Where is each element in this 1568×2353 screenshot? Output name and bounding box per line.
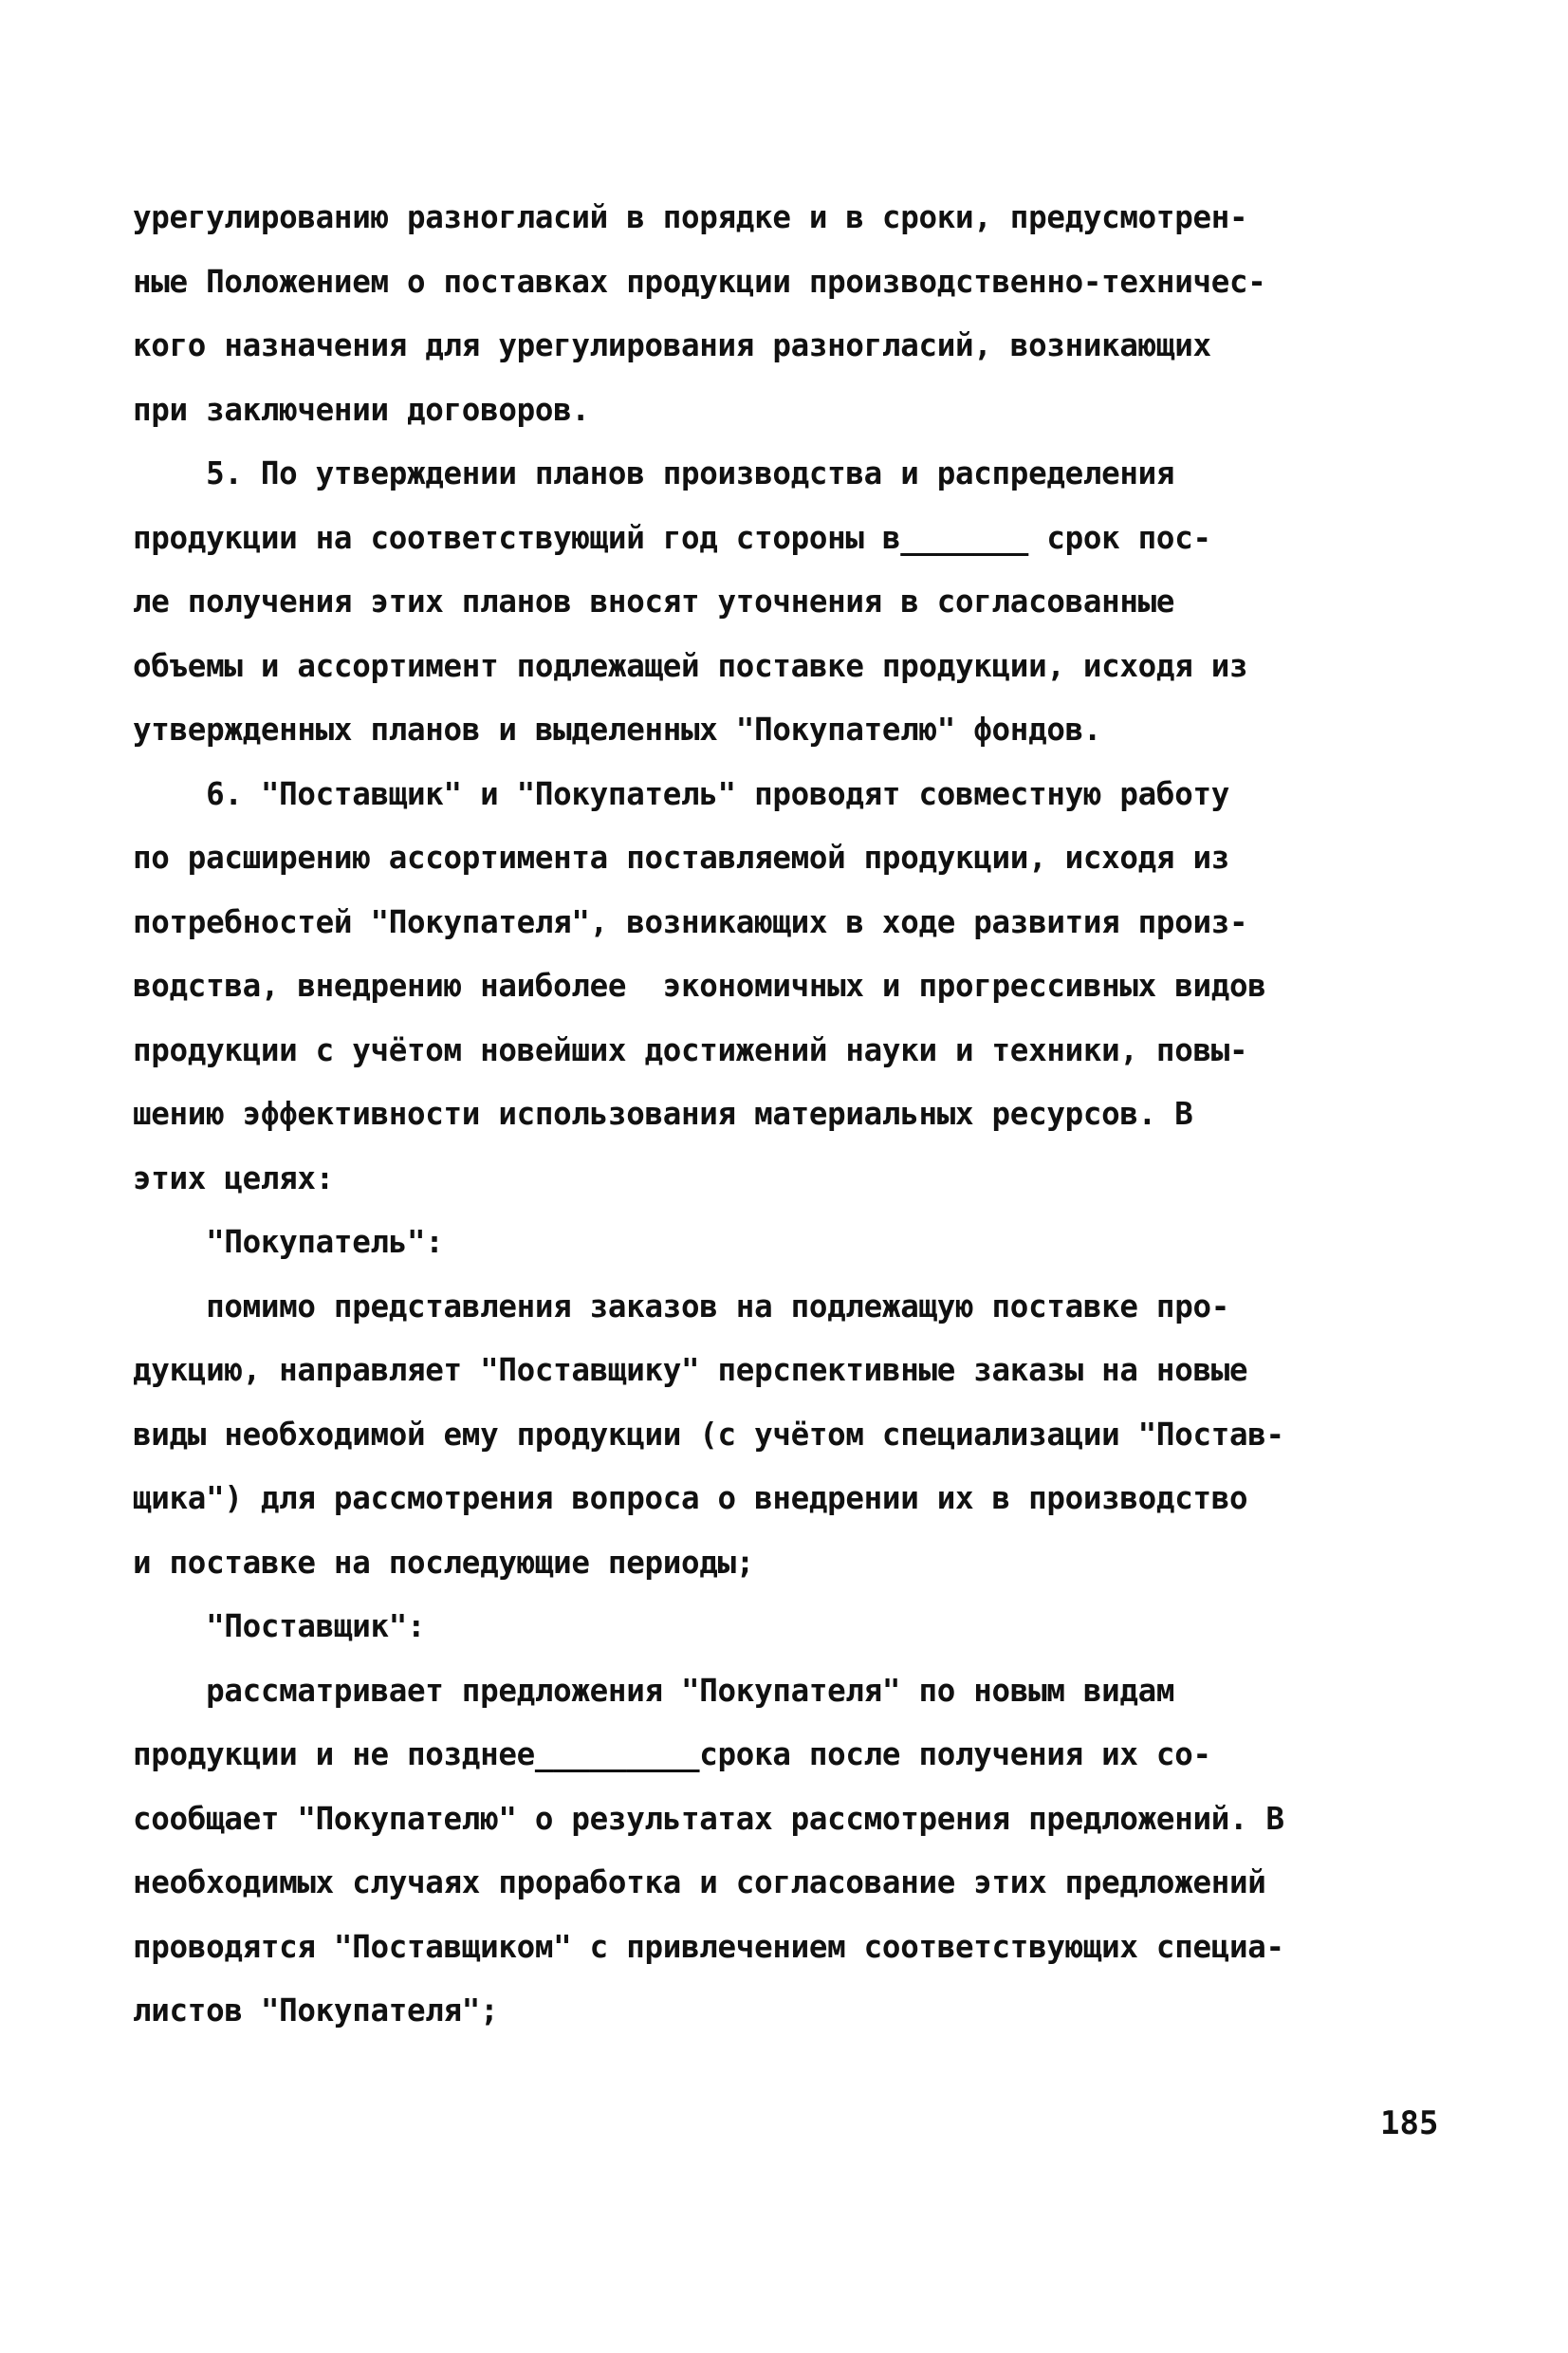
- text-line: урегулированию разногласий в порядке и в сроки, предусмотрен-: [133, 199, 1248, 235]
- text-line: виды необходимой ему продукции (с учётом специализации "Постав-: [133, 1416, 1284, 1453]
- text-line: этих целях:: [133, 1159, 334, 1196]
- text-line: помимо представления заказов на подлежащую поставке про-: [133, 1288, 1229, 1325]
- text-line: кого назначения для урегулирования разногласий, возникающих: [133, 327, 1211, 363]
- text-line: потребностей "Покупателя", возникающих в ходе развития произ-: [133, 903, 1248, 940]
- page-number: 185: [1380, 2104, 1439, 2142]
- document-body: [133, 186, 1385, 2044]
- text-line: ле получения этих планов вносят уточнения в согласованные: [133, 584, 1175, 620]
- text-line: продукции с учётом новейших достижений науки и техники, повы-: [133, 1031, 1248, 1068]
- text-line: щика") для рассмотрения вопроса о внедрении их в производство: [133, 1480, 1248, 1516]
- text-line: ные Положением о поставках продукции производственно-техничес-: [133, 263, 1266, 300]
- text-line: водства, внедрению наиболее экономичных и прогрессивных видов: [133, 968, 1266, 1004]
- text-line: и поставке на последующие периоды;: [133, 1544, 755, 1581]
- text-line: необходимых случаях проработка и согласование этих предложений: [133, 1864, 1266, 1900]
- text-line: продукции на соответствующий год стороны в_______ срок пос-: [133, 519, 1211, 556]
- text-line: сообщает "Покупателю" о результатах рассмотрения предложений. В: [133, 1800, 1284, 1837]
- text-line: утвержденных планов и выделенных "Покупателю" фондов.: [133, 712, 1102, 748]
- text-line: рассматривает предложения "Покупателя" по новым видам: [133, 1672, 1175, 1709]
- text-line: проводятся "Поставщиком" с привлечением соответствующих специа-: [133, 1928, 1284, 1965]
- text-line: при заключении договоров.: [133, 391, 590, 428]
- text-line: продукции и не позднее_________срока после получения их со-: [133, 1736, 1211, 1772]
- supplier-heading: "Поставщик":: [133, 1608, 426, 1644]
- paragraph-5-start: 5. По утверждении планов производства и распределения: [133, 455, 1175, 491]
- text-line: дукцию, направляет "Поставщику" перспективные заказы на новые: [133, 1352, 1248, 1388]
- text-line: по расширению ассортимента поставляемой продукции, исходя из: [133, 840, 1229, 876]
- text-line: объемы и ассортимент подлежащей поставке продукции, исходя из: [133, 647, 1248, 684]
- text-line: листов "Покупателя";: [133, 1992, 499, 2029]
- paragraph-6-start: 6. "Поставщик" и "Покупатель" проводят совместную работу: [133, 775, 1229, 812]
- text-line: шению эффективности использования материальных ресурсов. В: [133, 1096, 1193, 1132]
- buyer-heading: "Покупатель":: [133, 1224, 444, 1260]
